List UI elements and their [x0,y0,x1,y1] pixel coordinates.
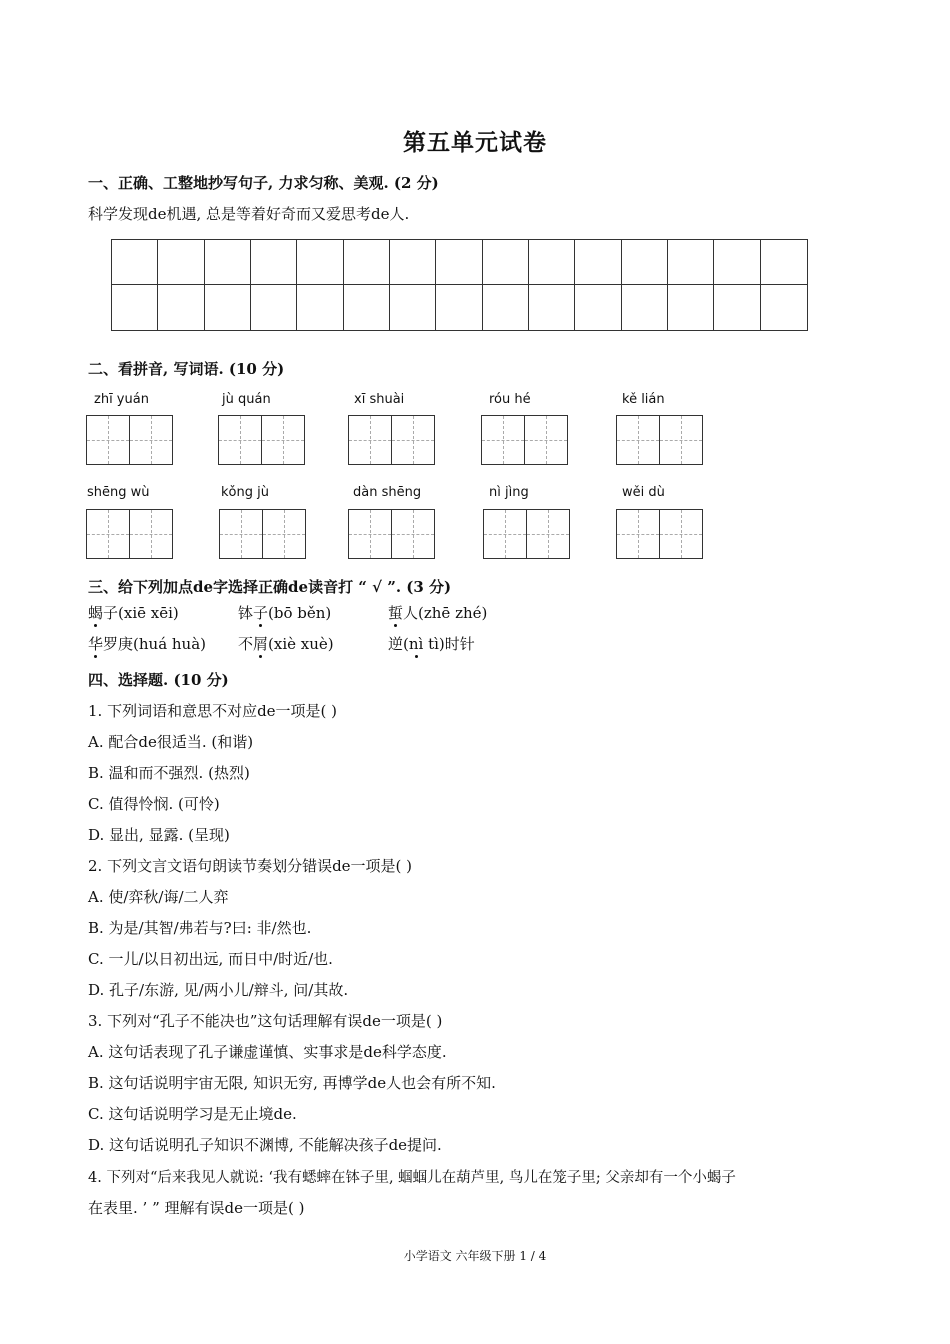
grid-cell[interactable] [483,240,529,285]
grid-cell[interactable] [622,285,668,330]
grid-cell[interactable] [575,240,621,285]
grid-cell[interactable] [205,285,251,330]
question-option[interactable]: C. 值得怜悯. (可怜) [88,795,220,813]
pinyin-label: wěi dù [622,485,665,500]
pinyin-label: shēng wù [87,485,150,500]
grid-cell[interactable] [483,285,529,330]
grid-cell[interactable] [761,240,807,285]
page-title: 第五单元试卷 [403,129,547,156]
question-line: 2. 下列文言文语句朗读节奏划分错误de一项是( ) [88,857,413,875]
section3-heading: 三、给下列加点de字选择正确de读音打 “ √ ”. (3 分) [88,578,452,596]
grid-cell[interactable] [158,285,204,330]
pinyin-label: kǒng jù [221,485,269,500]
answer-box[interactable] [218,415,305,465]
grid-cell[interactable] [112,240,158,285]
pinyin-label: jù quán [222,392,271,407]
question-line: 1. 下列词语和意思不对应de一项是( ) [88,702,338,720]
grid-cell[interactable] [668,285,714,330]
grid-cell[interactable] [622,240,668,285]
answer-box[interactable] [616,509,703,559]
section2-heading: 二、看拼音, 写词语. (10 分) [88,360,285,378]
grid-cell[interactable] [436,285,482,330]
grid-cell[interactable] [714,285,760,330]
question-line: 3. 下列对“孔子不能决也”这句话理解有误de一项是( ) [88,1012,443,1030]
grid-cell[interactable] [575,285,621,330]
pronunciation-option[interactable]: 华罗庚(huá huà) [88,635,207,653]
question-option[interactable]: B. 为是/其智/弗若与?曰: 非/然也. [88,919,312,937]
page-footer: 小学语文 六年级下册 1 / 4 [403,1249,547,1263]
answer-box[interactable] [86,509,173,559]
pinyin-label: xī shuài [354,392,405,407]
pinyin-label: zhī yuán [94,392,149,407]
answer-box[interactable] [616,415,703,465]
answer-box[interactable] [348,509,435,559]
question-option[interactable]: D. 这句话说明孔子知识不渊博, 不能解决孩子de提问. [88,1136,442,1154]
question-line: 4. 下列对“后来我见人就说: ‘我有蟋蟀在钵子里, 蝈蝈儿在葫芦里, 鸟儿在笼子里; 父亲却有一个小蝎子 [88,1170,736,1186]
grid-cell[interactable] [112,285,158,330]
grid-cell[interactable] [390,240,436,285]
pinyin-label: kě lián [622,392,665,407]
grid-cell[interactable] [205,240,251,285]
grid-cell[interactable] [529,285,575,330]
grid-cell[interactable] [761,285,807,330]
question-option[interactable]: D. 孔子/东游, 见/两小儿/辩斗, 问/其故. [88,981,349,999]
grid-cell[interactable] [529,240,575,285]
question-option[interactable]: C. 这句话说明学习是无止境de. [88,1105,297,1123]
question-option[interactable]: A. 这句话表现了孔子谦虚谨慎、实事求是de科学态度. [88,1043,447,1061]
grid-cell[interactable] [344,285,390,330]
grid-cell[interactable] [158,240,204,285]
pronunciation-option[interactable]: 逆(nì tì)时针 [388,635,475,653]
question-line: 在表里. ’ ” 理解有误de一项是( ) [88,1199,305,1217]
grid-cell[interactable] [436,240,482,285]
question-option[interactable]: C. 一儿/以日初出远, 而日中/时近/也. [88,950,333,968]
copy-writing-grid[interactable] [111,239,808,331]
grid-cell[interactable] [344,240,390,285]
grid-cell[interactable] [251,285,297,330]
pronunciation-option[interactable]: 不屑(xiè xuè) [238,635,334,653]
pinyin-label: dàn shēng [353,485,422,500]
grid-cell[interactable] [297,240,343,285]
grid-cell[interactable] [297,285,343,330]
answer-box[interactable] [481,415,568,465]
answer-box[interactable] [483,509,570,559]
grid-cell[interactable] [251,240,297,285]
pinyin-label: róu hé [489,392,531,407]
question-option[interactable]: D. 显出, 显露. (呈现) [88,826,230,844]
pronunciation-option[interactable]: 蜇人(zhē zhé) [388,604,488,622]
answer-box[interactable] [86,415,173,465]
question-option[interactable]: B. 温和而不强烈. (热烈) [88,764,250,782]
question-option[interactable]: B. 这句话说明宇宙无限, 知识无穷, 再博学de人也会有所不知. [88,1074,496,1092]
section1-heading: 一、正确、工整地抄写句子, 力求匀称、美观. (2 分) [88,174,439,192]
answer-box[interactable] [348,415,435,465]
answer-box[interactable] [219,509,306,559]
grid-cell[interactable] [390,285,436,330]
copy-sentence: 科学发现de机遇, 总是等着好奇而又爱思考de人. [88,205,410,223]
pronunciation-option[interactable]: 钵子(bō běn) [238,604,332,622]
pinyin-label: nì jìng [489,485,529,500]
grid-cell[interactable] [714,240,760,285]
question-option[interactable]: A. 配合de很适当. (和谐) [88,733,254,751]
question-option[interactable]: A. 使/弈秋/诲/二人弈 [88,888,229,906]
section4-heading: 四、选择题. (10 分) [88,671,229,689]
pronunciation-option[interactable]: 蝎子(xiē xēi) [88,604,179,622]
grid-cell[interactable] [668,240,714,285]
